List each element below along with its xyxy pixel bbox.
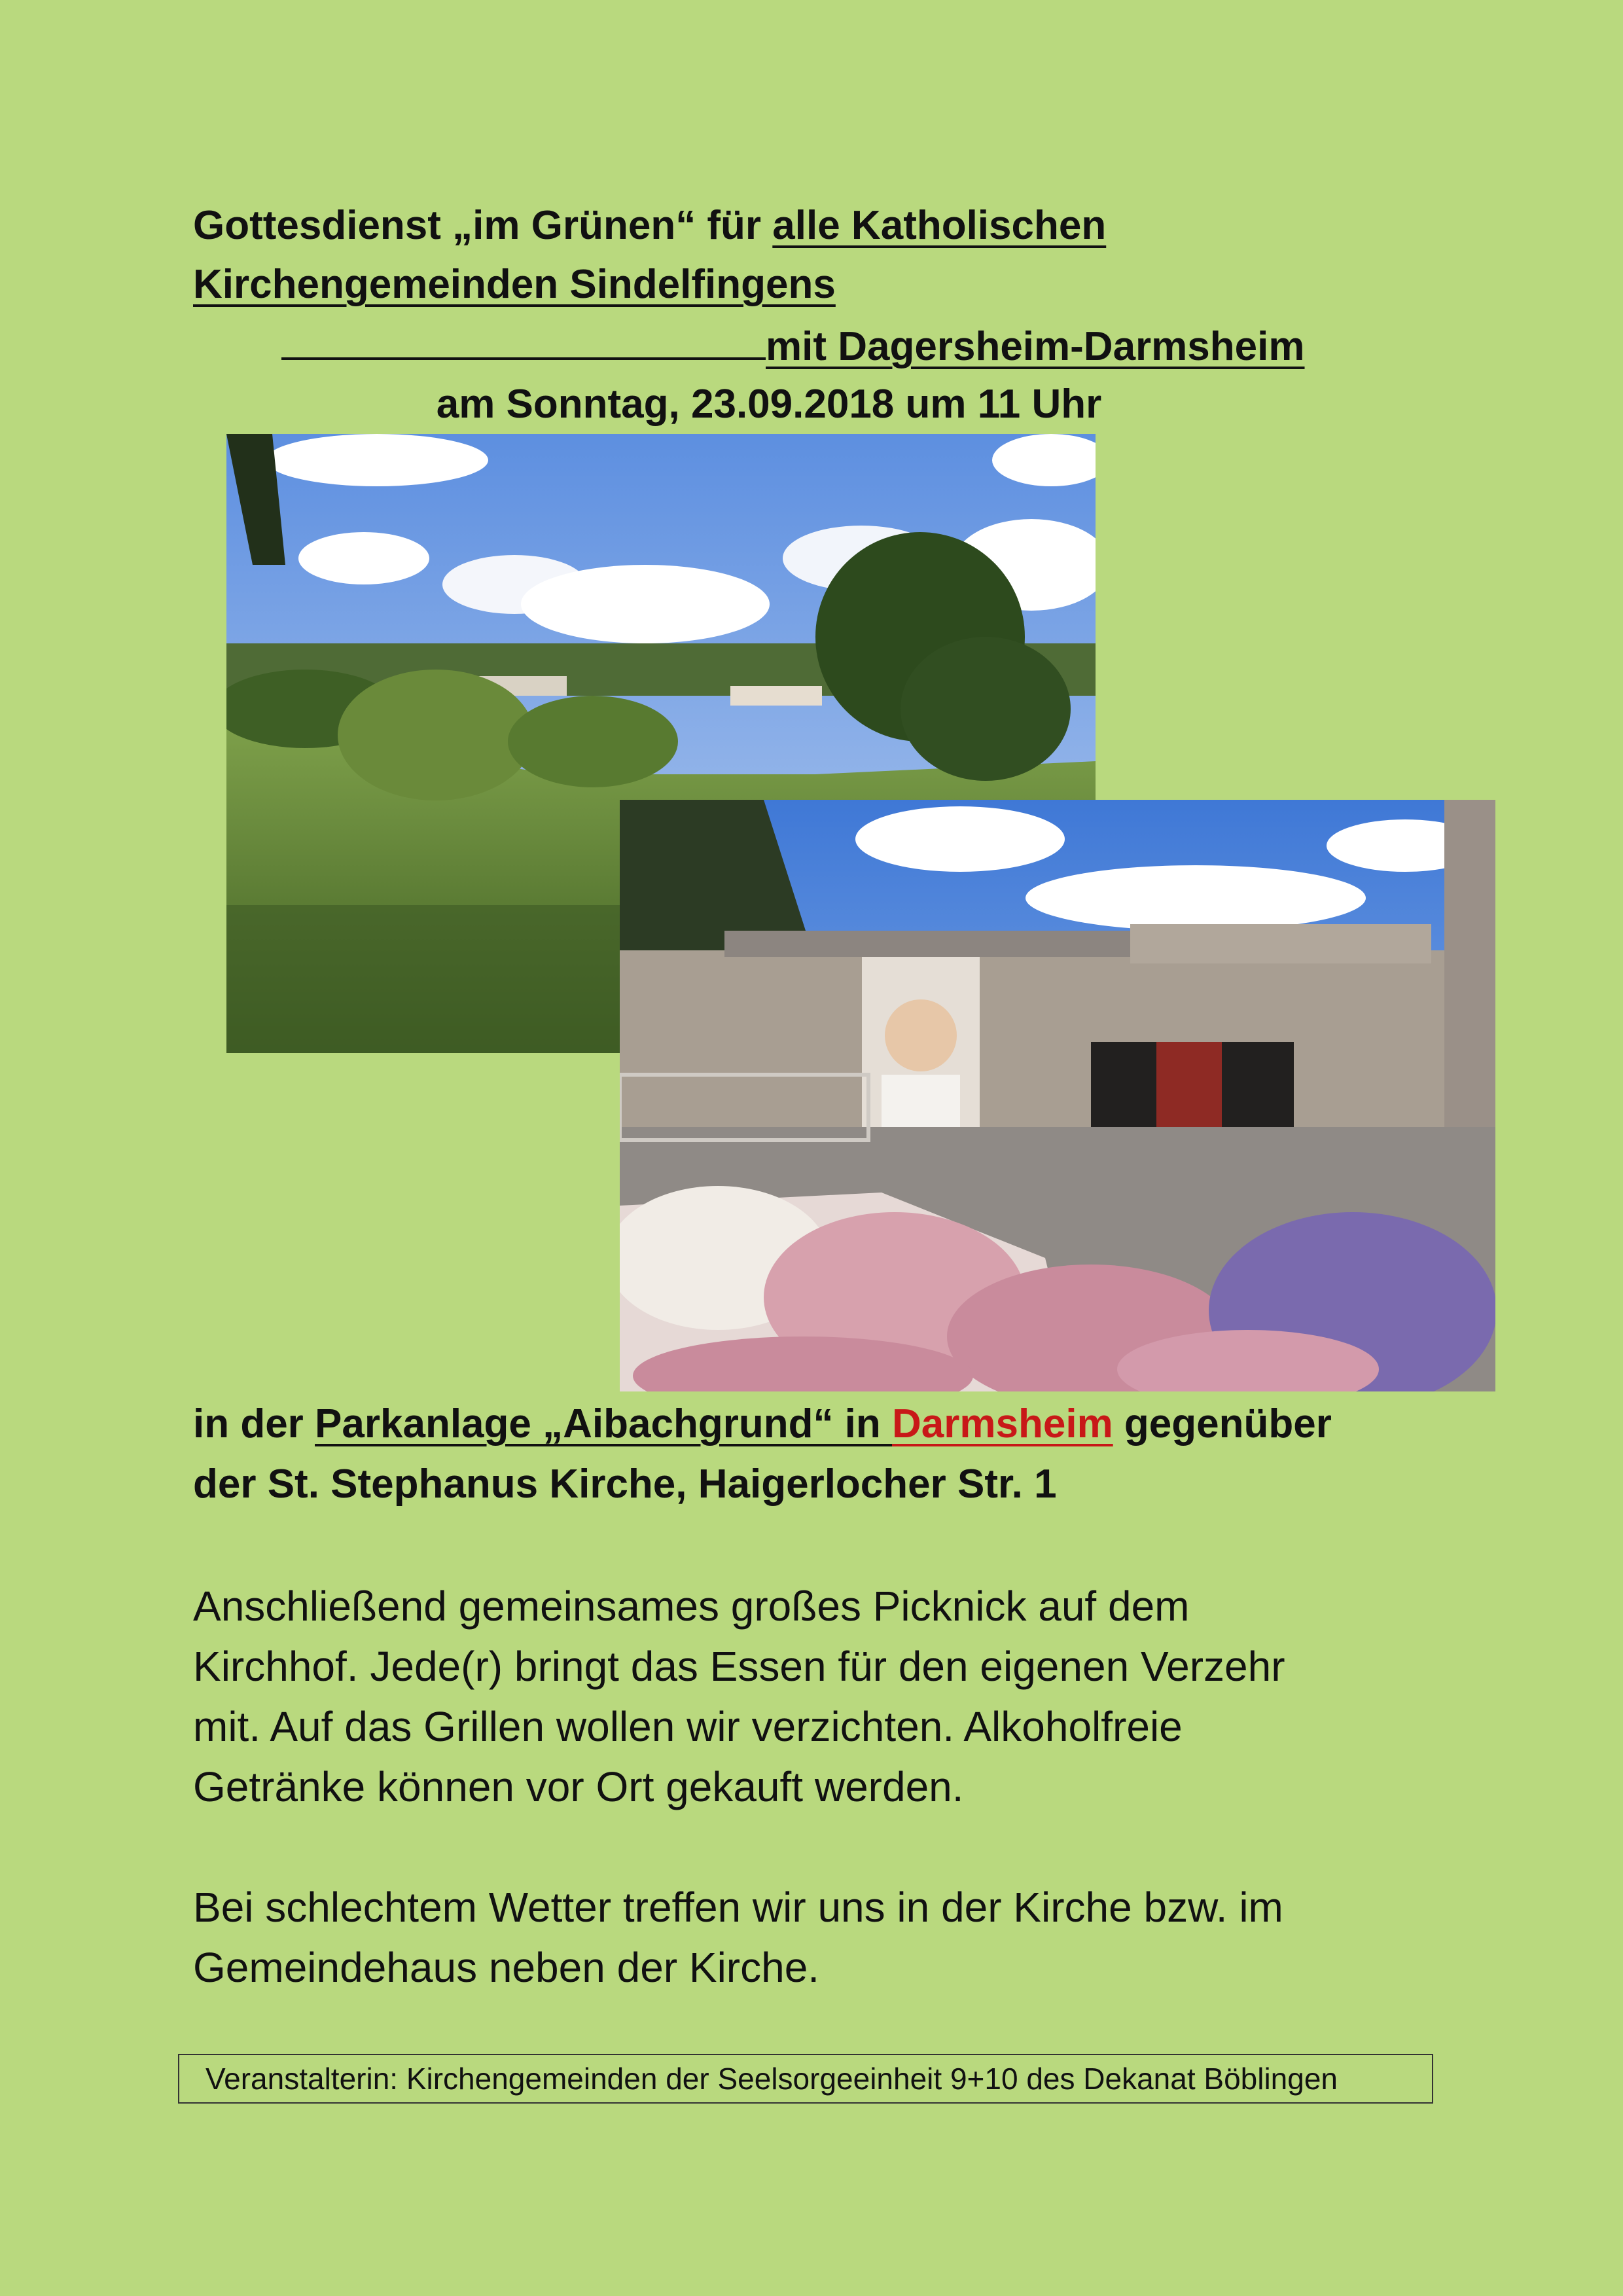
picnic-paragraph — [193, 1576, 1502, 1817]
picnic-line: Kirchhof. Jede(r) bringt das Essen für den eigenen Verzehr — [193, 1643, 1285, 1690]
title-line-1 — [193, 200, 1106, 252]
location-suffix: gegenüber — [1113, 1401, 1332, 1446]
location-address: der St. Stephanus Kirche, Haigerlocher Str. 1 — [193, 1462, 1057, 1507]
location-line-1 — [193, 1398, 1332, 1450]
church-courtyard-photo — [620, 800, 1495, 1391]
location-prefix: in der — [193, 1401, 315, 1446]
location-town: Darmsheim — [892, 1401, 1113, 1446]
event-date: am Sonntag, 23.09.2018 um 11 Uhr — [436, 382, 1102, 427]
event-date-line — [0, 378, 1623, 431]
title-line-1-plain: Gottesdienst „im Grünen“ für — [193, 203, 773, 248]
weather-paragraph — [193, 1877, 1502, 1998]
title-line-2 — [193, 259, 836, 311]
title-line-2-underlined: Kirchengemeinden Sindelfingens — [193, 262, 836, 307]
title-line-3-underlined: mit Dagersheim-Darmsheim — [766, 324, 1305, 369]
weather-line: Bei schlechtem Wetter treffen wir uns in der Kirche bzw. im — [193, 1884, 1283, 1931]
organizer-box — [178, 2054, 1433, 2104]
weather-line: Gemeindehaus neben der Kirche. — [193, 1944, 820, 1991]
picnic-line: Anschließend gemeinsames großes Picknick auf dem — [193, 1583, 1190, 1630]
picnic-line: mit. Auf das Grillen wollen wir verzichten. Alkoholfreie — [193, 1703, 1183, 1750]
picnic-line: Getränke können vor Ort gekauft werden. — [193, 1763, 964, 1810]
title-line-3 — [281, 319, 1305, 373]
title-line-1-underlined: alle Katholischen — [772, 203, 1107, 248]
location-park: Parkanlage „Aibachgrund“ in — [315, 1401, 892, 1446]
location-line-2 — [193, 1458, 1057, 1511]
organizer-text: Veranstalterin: Kirchengemeinden der Seelsorgeeinheit 9+10 des Dekanat Böblingen — [205, 2062, 1338, 2096]
title-underline-rule — [281, 319, 766, 360]
